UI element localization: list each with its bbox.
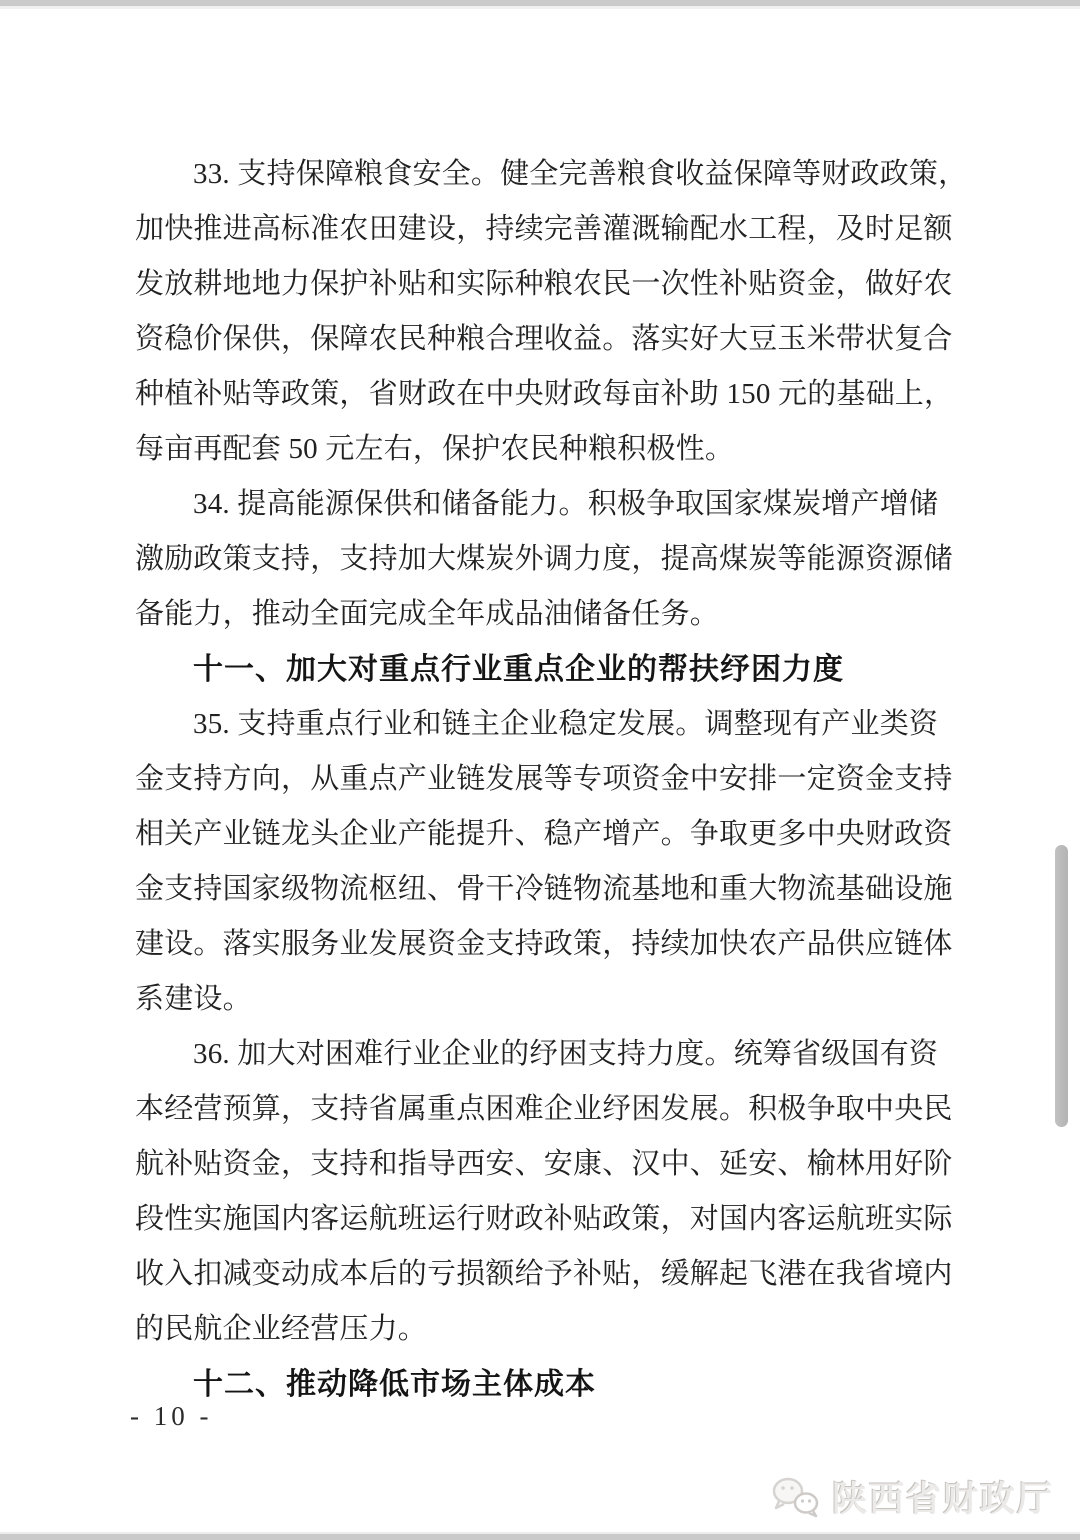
text-line: 系建设。 [135, 983, 252, 1015]
text-line: 发放耕地地力保护补贴和实际种粮农民一次性补贴资金，做好农 [135, 268, 953, 300]
text-line: 相关产业链龙头企业产能提升、稳产增产。争取更多中央财政资 [135, 818, 953, 850]
publisher-watermark [770, 1472, 1054, 1522]
publisher-name: 陕西省财政厅 [831, 1480, 1054, 1519]
section-12-heading: 十二、推动降低市场主体成本 [193, 1368, 596, 1401]
document-body [135, 147, 968, 1412]
text-line: 本经营预算，支持省属重点困难企业纾困发展。积极争取中央民 [135, 1093, 953, 1125]
text-line: 的民航企业经营压力。 [135, 1313, 428, 1345]
text-line: 35. 支持重点行业和链主企业稳定发展。调整现有产业类资 [193, 708, 939, 740]
text-line: 激励政策支持，支持加大煤炭外调力度，提高煤炭等能源资源储 [135, 543, 953, 575]
text-line: 金支持国家级物流枢纽、骨干冷链物流基地和重大物流基础设施 [135, 873, 953, 905]
text-line: 36. 加大对困难行业企业的纾困支持力度。统筹省级国有资 [193, 1038, 939, 1070]
page-number: - 10 - [130, 1401, 213, 1431]
text-line: 建设。落实服务业发展资金支持政策，持续加快农产品供应链体 [135, 928, 953, 960]
text-line: 种植补贴等政策，省财政在中央财政每亩补助 150 元的基础上， [135, 378, 954, 410]
text-line: 收入扣减变动成本后的亏损额给予补贴，缓解起飞港在我省境内 [135, 1258, 953, 1290]
section-11-heading: 十一、加大对重点行业重点企业的帮扶纾困力度 [193, 653, 844, 686]
text-line: 每亩再配套 50 元左右，保护农民种粮积极性。 [135, 433, 735, 465]
bottom-edge-bar [0, 1532, 1080, 1540]
text-line: 备能力，推动全面完成全年成品油储备任务。 [135, 598, 720, 630]
text-line: 段性实施国内客运航班运行财政补贴政策，对国内客运航班实际 [135, 1203, 953, 1235]
text-line: 金支持方向，从重点产业链发展等专项资金中安排一定资金支持 [135, 763, 953, 795]
text-line: 加快推进高标准农田建设，持续完善灌溉输配水工程，及时足额 [135, 213, 953, 245]
text-line: 航补贴资金，支持和指导西安、安康、汉中、延安、榆林用好阶 [135, 1148, 953, 1180]
text-line: 34. 提高能源保供和储备能力。积极争取国家煤炭增产增储 [193, 488, 939, 520]
scrollbar-thumb[interactable] [1055, 845, 1068, 1127]
text-line: 33. 支持保障粮食安全。健全完善粮食收益保障等财政政策， [193, 158, 968, 190]
top-edge-bar [0, 0, 1080, 9]
text-line: 资稳价保供，保障农民种粮合理收益。落实好大豆玉米带状复合 [135, 323, 953, 355]
wechat-icon [770, 1475, 822, 1519]
